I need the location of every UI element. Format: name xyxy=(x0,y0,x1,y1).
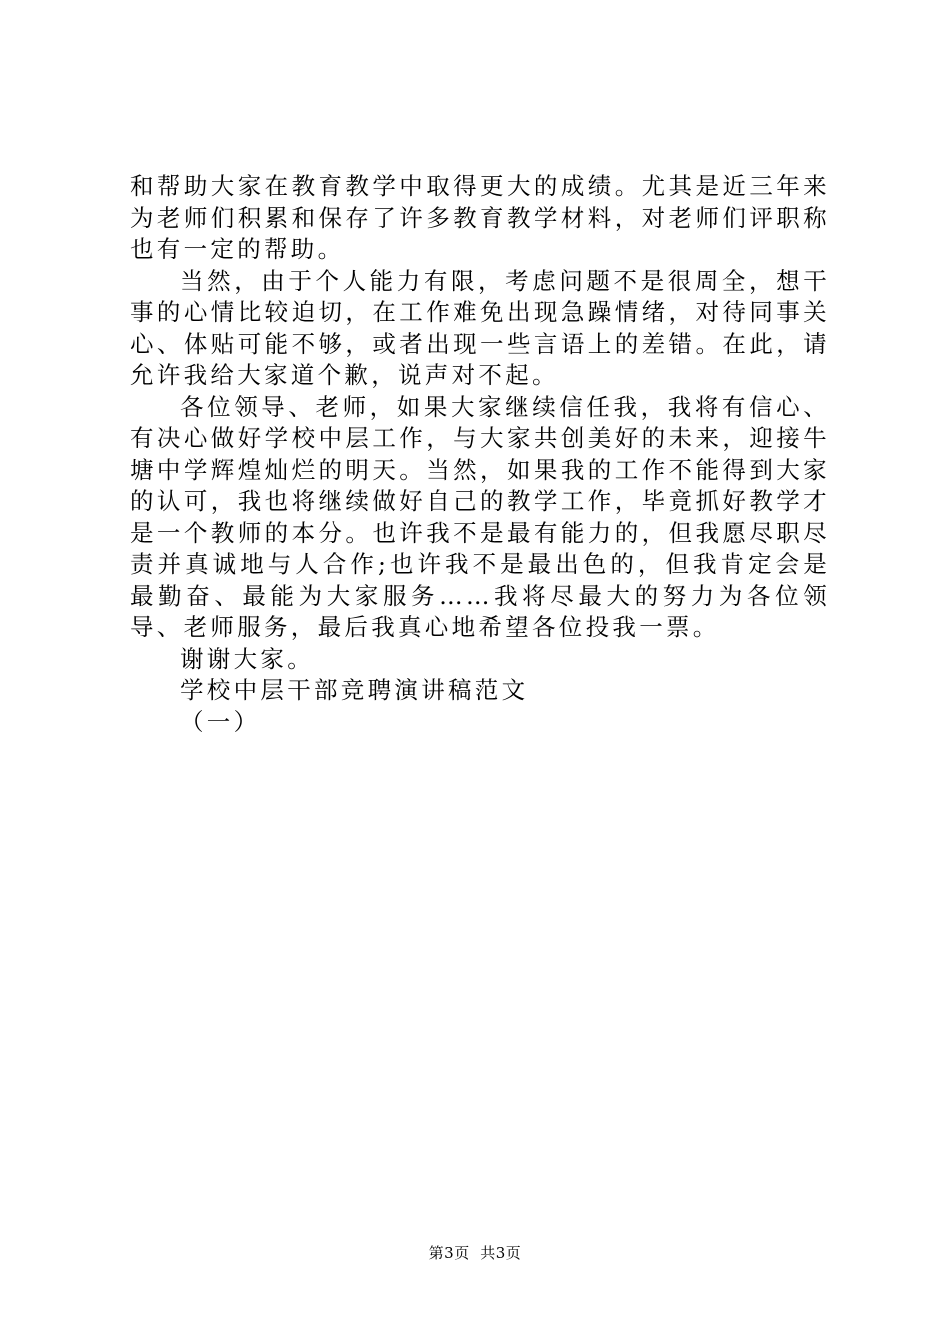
section-heading: 学校中层干部竞聘演讲稿范文 xyxy=(180,676,529,704)
paragraph-commitment: 各位领导、老师，如果大家继续信任我，我将有信心、有决心做好学校中层工作，与大家共创美好的未来，迎接牛塘中学辉煌灿烂的明天。当然，如果我的工作不能得到大家的认可，我也将继续做好自己的教学工作，毕竟抓好教学才是一个教师的本分。也许我不是最有能力的，但我愿尽职尽责并真诚地与人合作;也许我不是最出色的，但我肯定会是最勤奋、最能为大家服务……我将尽最大的努力为各位领导、老师服务，最后我真心地希望各位投我一票。 xyxy=(130,392,830,641)
paragraph-apology: 当然，由于个人能力有限，考虑问题不是很周全，想干事的心情比较迫切，在工作难免出现急躁情绪，对待同事关心、体贴可能不够，或者出现一些言语上的差错。在此，请允许我给大家道个歉，说声对不起。 xyxy=(130,266,830,389)
page-number: 第3页 xyxy=(428,1244,470,1262)
page-footer xyxy=(0,1243,950,1263)
paragraph-thanks: 谢谢大家。 xyxy=(180,644,314,673)
section-number: （一） xyxy=(180,707,261,736)
paragraph-continuation: 和帮助大家在教育教学中取得更大的成绩。尤其是近三年来为老师们积累和保存了许多教育教学材料，对老师们评职称也有一定的帮助。 xyxy=(130,172,830,263)
page-total: 共3页 xyxy=(480,1244,522,1262)
footer-separator xyxy=(470,1244,481,1262)
document-body xyxy=(130,171,830,738)
